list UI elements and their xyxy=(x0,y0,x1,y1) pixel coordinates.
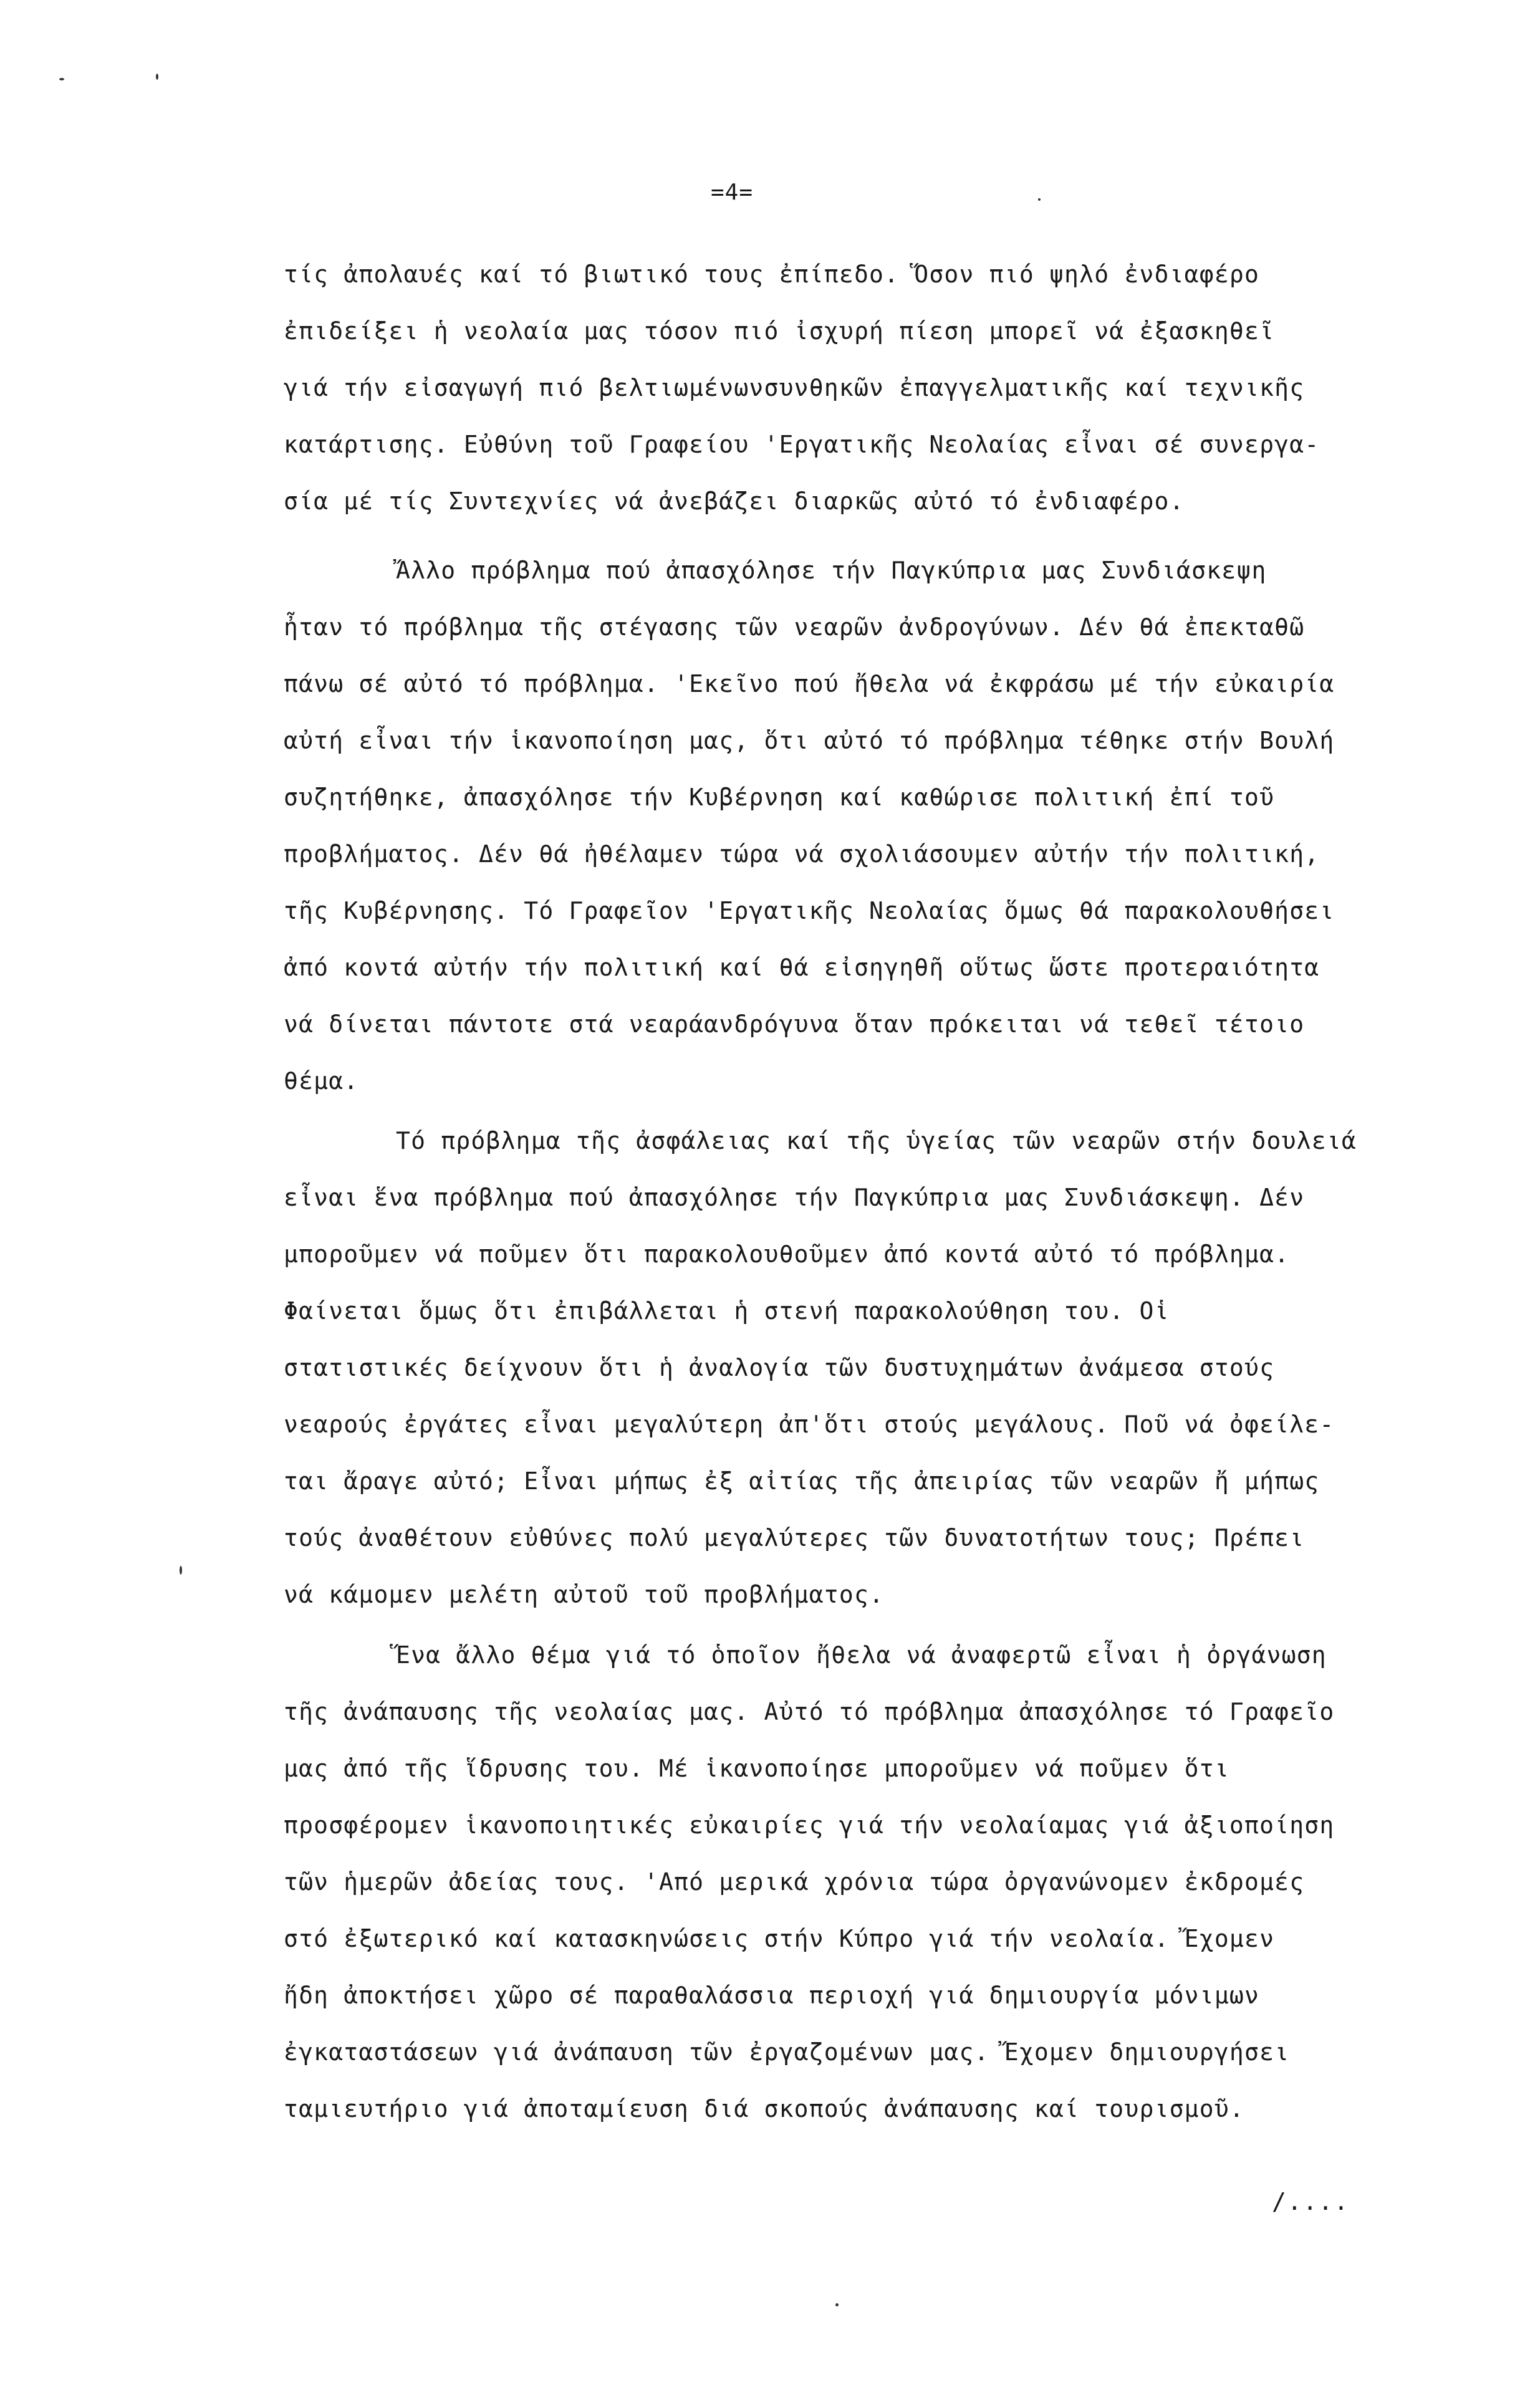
text-line: τίς ἀπολαυές καί τό βιωτικό τους ἐπίπεδο. Ὅσον πιό ψηλό ἐνδιαφέρο xyxy=(284,261,1260,288)
text-line: συζητήθηκε, ἀπασχόλησε τήν Κυβέρνηση καί καθώρισε πολιτική ἐπί τοῦ xyxy=(284,784,1275,811)
text-line: Φαίνεται ὅμως ὅτι ἐπιβάλλεται ἡ στενή παρακολούθηση του. Οἱ xyxy=(284,1297,1170,1325)
text-line: ἐπιδείξει ἡ νεολαία μας τόσον πιό ἰσχυρή πίεση μπορεῖ νά ἐξασκηθεῖ xyxy=(284,317,1275,345)
text-line: ἀπό κοντά αὐτήν τήν πολιτική καί θά εἰσηγηθῆ οὕτως ὥστε προτεραιότητα xyxy=(284,954,1320,981)
text-line: νά δίνεται πάντοτε στά νεαράανδρόγυνα ὅταν πρόκειται νά τεθεῖ τέτοιο xyxy=(284,1010,1305,1038)
paragraph-2 xyxy=(284,542,1368,1110)
text-line: τῆς Κυβέρνησης. Τό Γραφεῖον 'Εργατικῆς Νεολαίας ὅμως θά παρακολουθήσει xyxy=(284,897,1335,924)
scan-speck xyxy=(1038,198,1041,201)
text-line: μας ἀπό τῆς ἵδρυσης του. Μέ ἱκανοποίησε μποροῦμεν νά ποῦμεν ὅτι xyxy=(284,1755,1229,1782)
text-line: νεαρούς ἐργάτες εἶναι μεγαλύτερη ἀπ'ὅτι στούς μεγάλους. Ποῦ νά ὀφείλε- xyxy=(284,1411,1335,1438)
text-line: τῆς ἀνάπαυσης τῆς νεολαίας μας. Αὐτό τό πρόβλημα ἀπασχόλησε τό Γραφεῖο xyxy=(284,1698,1335,1725)
text-line: τούς ἀναθέτουν εὐθύνες πολύ μεγαλύτερες τῶν δυνατοτήτων τους; Πρέπει xyxy=(284,1524,1305,1552)
paragraph-1 xyxy=(284,246,1368,530)
scan-speck xyxy=(835,2303,839,2306)
text-line: σία μέ τίς Συντεχνίες νά ἀνεβάζει διαρκῶς αὐτό τό ἐνδιαφέρο. xyxy=(284,487,1185,515)
continuation-mark: /.... xyxy=(1272,2188,1350,2215)
text-line: εἶναι ἕνα πρόβλημα πού ἀπασχόλησε τήν Παγκύπρια μας Συνδιάσκεψη. Δέν xyxy=(284,1184,1305,1211)
text-line: νά κάμομεν μελέτη αὐτοῦ τοῦ προβλήματος. xyxy=(284,1581,885,1608)
text-line: Τό πρόβλημα τῆς ἀσφάλειας καί τῆς ὑγείας τῶν νεαρῶν στήν δουλειά xyxy=(396,1127,1357,1154)
text-line: μποροῦμεν νά ποῦμεν ὅτι παρακολουθοῦμεν ἀπό κοντά αὐτό τό πρόβλημα. xyxy=(284,1240,1290,1268)
text-line: τῶν ἡμερῶν ἀδείας τους. 'Από μερικά χρόνια τώρα ὀργανώνομεν ἐκδρομές xyxy=(284,1868,1305,1896)
text-line: ἤδη ἀποκτήσει χῶρο σέ παραθαλάσσια περιοχή γιά δημιουργία μόνιμων xyxy=(284,1982,1260,2009)
text-line: στατιστικές δείχνουν ὅτι ἡ ἀναλογία τῶν δυστυχημάτων ἀνάμεσα στούς xyxy=(284,1354,1275,1381)
page-number: =4= xyxy=(711,180,754,205)
text-line: γιά τήν εἰσαγωγή πιό βελτιωμένωνσυνθηκῶν ἐπαγγελματικῆς καί τεχνικῆς xyxy=(284,374,1305,401)
text-line: ἐγκαταστάσεων γιά ἀνάπαυση τῶν ἐργαζομένων μας. Ἔχομεν δημιουργήσει xyxy=(284,2038,1290,2066)
scan-speck xyxy=(180,1566,182,1575)
text-line: Ἄλλο πρόβλημα πού ἀπασχόλησε τήν Παγκύπρια μας Συνδιάσκεψη xyxy=(396,557,1267,584)
scan-speck xyxy=(156,74,158,80)
text-line: αὐτή εἶναι τήν ἱκανοποίηση μας, ὅτι αὐτό τό πρόβλημα τέθηκε στήν Βουλή xyxy=(284,727,1335,754)
text-line: ταμιευτήριο γιά ἀποταμίευση διά σκοπούς ἀνάπαυσης καί τουρισμοῦ. xyxy=(284,2095,1244,2123)
text-line: θέμα. xyxy=(284,1067,359,1095)
text-line: ται ἄραγε αὐτό; Εἶναι μήπως ἐξ αἰτίας τῆς ἀπειρίας τῶν νεαρῶν ἤ μήπως xyxy=(284,1467,1320,1495)
text-line: προβλήματος. Δέν θά ἠθέλαμεν τώρα νά σχολιάσουμεν αὐτήν τήν πολιτική, xyxy=(284,840,1320,868)
text-line: κατάρτισης. Εὐθύνη τοῦ Γραφείου 'Εργατικῆς Νεολαίας εἶναι σέ συνεργα- xyxy=(284,431,1320,458)
text-line: στό ἐξωτερικό καί κατασκηνώσεις στήν Κύπρο γιά τήν νεολαία. Ἔχομεν xyxy=(284,1925,1275,1952)
text-line: πάνω σέ αὐτό τό πρόβλημα. 'Εκεῖνο πού ἤθελα νά ἐκφράσω μέ τήν εὐκαιρία xyxy=(284,670,1335,698)
scan-speck xyxy=(59,78,64,80)
text-line: προσφέρομεν ἱκανοποιητικές εὐκαιρίες γιά τήν νεολαίαμας γιά ἀξιοποίηση xyxy=(284,1811,1335,1839)
text-line: Ἕνα ἄλλο θέμα γιά τό ὁποῖον ἤθελα νά ἀναφερτῶ εἶναι ἡ ὀργάνωση xyxy=(396,1641,1327,1669)
paragraph-3 xyxy=(284,1113,1368,1623)
paragraph-4 xyxy=(284,1627,1368,2137)
text-line: ἦταν τό πρόβλημα τῆς στέγασης τῶν νεαρῶν ἀνδρογύνων. Δέν θά ἐπεκταθῶ xyxy=(284,613,1305,641)
